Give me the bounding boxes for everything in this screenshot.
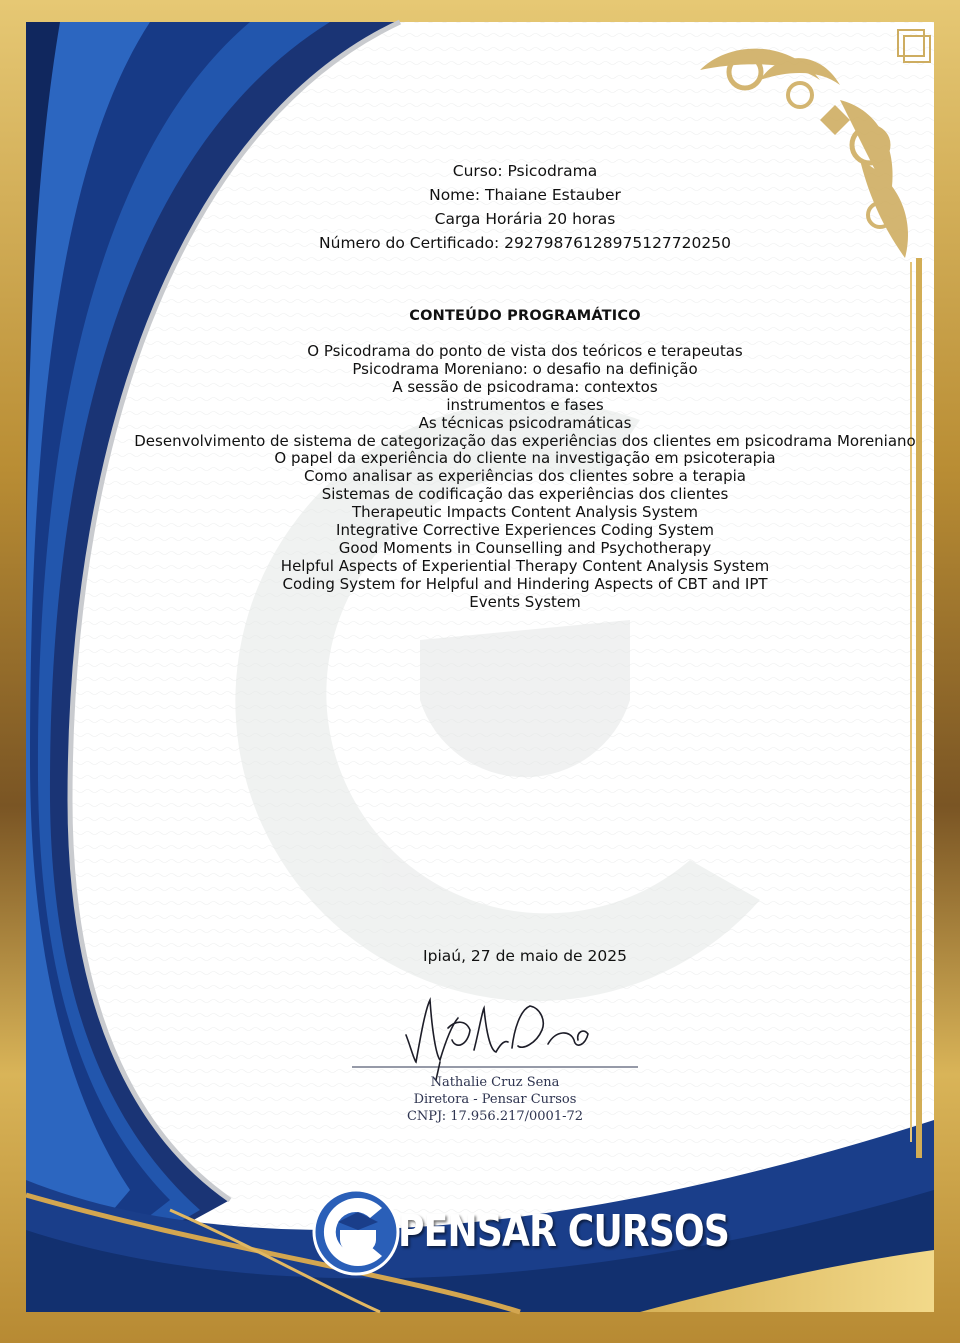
course-line: Curso: Psicodrama xyxy=(452,162,598,180)
program-item: Good Moments in Counselling and Psychotherapy xyxy=(338,538,712,557)
student-name-line: Nome: Thaiane Estauber xyxy=(429,186,621,204)
program-item: Desenvolvimento de sistema de categorização das experiências dos clientes em psicodrama Moreniano xyxy=(134,431,916,450)
program-list xyxy=(90,343,960,612)
program-item: A sessão de psicodrama: contextos xyxy=(392,377,658,396)
date-line: Ipiaú, 27 de maio de 2025 xyxy=(423,947,627,965)
program-item: Como analisar as experiências dos clientes sobre a terapia xyxy=(304,467,746,486)
program-heading: CONTEÚDO PROGRAMÁTICO xyxy=(409,308,641,324)
signatory-cnpj: CNPJ: 17.956.217/0001-72 xyxy=(406,1109,584,1124)
program-item: Events System xyxy=(469,592,581,611)
program-item: O Psicodrama do ponto de vista dos teóricos e terapeutas xyxy=(307,342,743,360)
program-item: instrumentos e fases xyxy=(446,395,604,414)
program-item: O papel da experiência do cliente na investigação em psicoterapia xyxy=(274,449,776,468)
program-item: Psicodrama Moreniano: o desafio na definição xyxy=(352,359,698,378)
program-item: Sistemas de codificação das experiências dos clientes xyxy=(321,485,729,504)
pensar-cursos-logo-mark xyxy=(314,1190,398,1274)
program-item: Therapeutic Impacts Content Analysis System xyxy=(352,503,698,522)
program-item: Coding System for Helpful and Hindering Aspects of CBT and IPT xyxy=(282,574,768,593)
program-item: As técnicas psicodramáticas xyxy=(418,413,632,432)
program-item: Integrative Corrective Experiences Coding System xyxy=(336,521,714,540)
logo-wordmark: PENSAR CURSOS xyxy=(398,1206,730,1257)
hours-line: Carga Horária 20 horas xyxy=(434,210,616,228)
signatory-role: Diretora - Pensar Cursos xyxy=(413,1092,577,1107)
program-item: Helpful Aspects of Experiential Therapy Content Analysis System xyxy=(280,556,770,575)
certificate-number-line: Número do Certificado: 29279876128975127720250 xyxy=(319,234,731,252)
signatory-name: Nathalie Cruz Sena xyxy=(430,1075,560,1090)
